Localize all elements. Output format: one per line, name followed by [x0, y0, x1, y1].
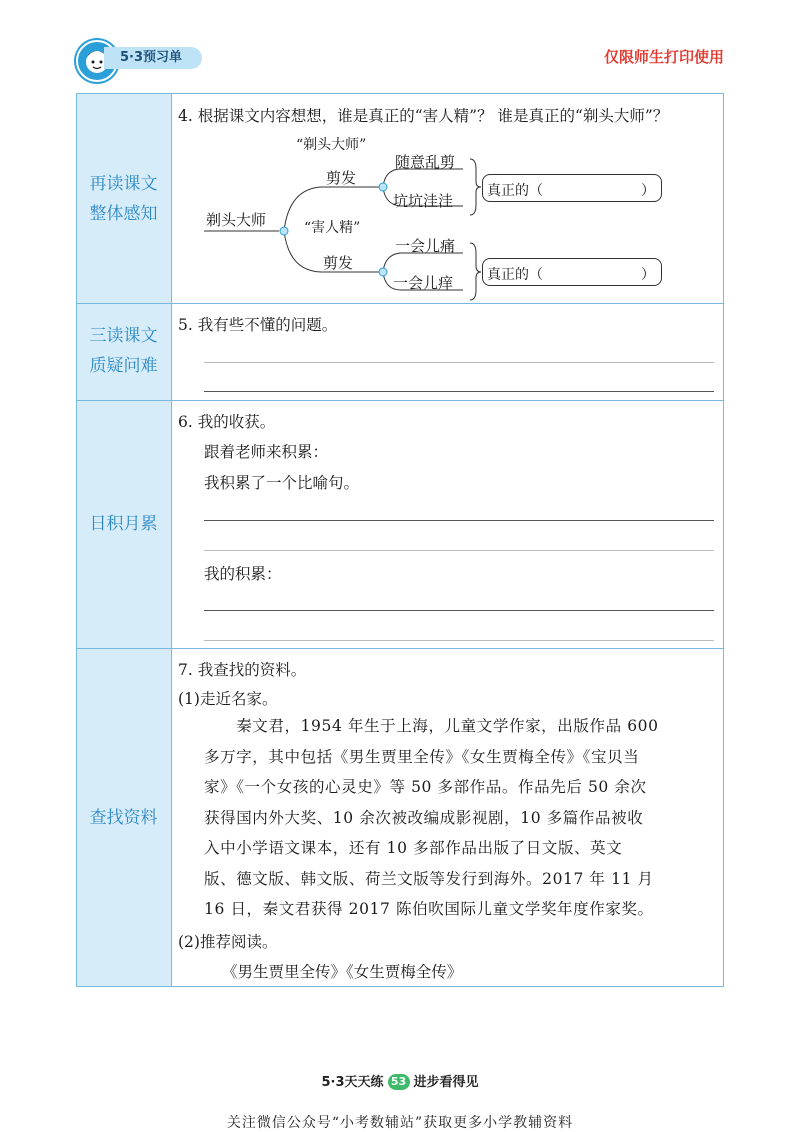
branch-1-label: “剃头大师”: [296, 137, 367, 153]
answer-line[interactable]: [204, 362, 714, 363]
header-tab: 5·3预习单: [104, 47, 202, 69]
mind-map-root: 剃头大师: [206, 211, 267, 229]
question-4: 4. 根据课文内容想想，谁是真正的“害人精”？ 谁是真正的“剃头大师”？: [178, 107, 669, 125]
answer-box-2[interactable]: 真正的（ ）: [482, 258, 662, 286]
section-label-accumulate: 日积月累: [89, 514, 158, 534]
answer-line[interactable]: [204, 640, 714, 641]
accumulate-prompt: 跟着老师来积累：: [204, 443, 329, 461]
footer-slogan: 进步看得见: [413, 1075, 479, 1090]
sub-heading-recommend: (2)推荐阅读。: [178, 933, 278, 951]
section-label-research: 查找资料: [89, 808, 158, 828]
biography-line: 家》《一个女孩的心灵史》等 50 多部作品。作品先后 50 余次: [204, 778, 647, 796]
author-biography: [204, 711, 659, 925]
branch-2-leaf-2: 一会儿痒: [393, 274, 454, 292]
question-6: 6. 我的收获。: [178, 413, 276, 431]
biography-line: 秦文君，1954 年生于上海，儿童文学作家，出版作品 600: [204, 717, 659, 735]
question-5: 5. 我有些不懂的问题。: [178, 316, 338, 334]
answer-line[interactable]: [204, 520, 714, 521]
branch-1-action: 剪发: [326, 169, 357, 187]
answer-box-1[interactable]: 真正的（ ）: [482, 174, 662, 202]
row-divider: [76, 400, 724, 401]
footer-banner: [0, 1071, 800, 1090]
branch-1-leaf-2: 坑坑洼洼: [393, 192, 454, 210]
branch-2-leaf-1: 一会儿痛: [395, 237, 456, 255]
branch-2-label: “害人精”: [304, 220, 361, 236]
row-divider: [76, 648, 724, 649]
footer-brand: 5·3天天练: [321, 1075, 384, 1090]
biography-line: 16 日，秦文君获得 2017 陈伯吹国际儿童文学奖年度作家奖。: [204, 900, 654, 918]
sub-heading-author: (1)走近名家。: [178, 690, 278, 708]
page-number: 53: [388, 1074, 410, 1090]
answer-line[interactable]: [204, 610, 714, 611]
answer-line[interactable]: [204, 550, 714, 551]
print-notice: 仅限师生打印使用: [603, 48, 724, 66]
footer-watermark-text: 关注微信公众号“小考数辅站”获取更多小学教辅资料: [226, 1115, 574, 1131]
biography-line: 多万字，其中包括《男生贾里全传》《女生贾梅全传》《宝贝当: [204, 747, 640, 766]
biography-line: 版、德文版、韩文版、荷兰文版等发行到海外。2017 年 11 月: [204, 869, 654, 888]
answer-line[interactable]: [204, 391, 714, 392]
section-label-reread: 再读课文 整体感知: [89, 174, 158, 224]
biography-line: 获得国内外大奖、10 余次被改编成影视剧，10 多篇作品被收: [204, 808, 644, 827]
simile-prompt: 我积累了一个比喻句。: [204, 474, 360, 492]
branch-1-leaf-1: 随意乱剪: [395, 153, 456, 171]
my-accumulation-prompt: 我的积累：: [204, 565, 282, 583]
question-7: 7. 我查找的资料。: [178, 661, 307, 679]
branch-2-action: 剪发: [323, 254, 354, 272]
row-divider: [76, 303, 724, 304]
recommended-books: 《男生贾里全传》《女生贾梅全传》: [222, 963, 463, 981]
section-label-questions: 三读课文 质疑问难: [89, 326, 158, 376]
biography-line: 入中小学语文课本，还有 10 多部作品出版了日文版、英文: [204, 839, 623, 857]
